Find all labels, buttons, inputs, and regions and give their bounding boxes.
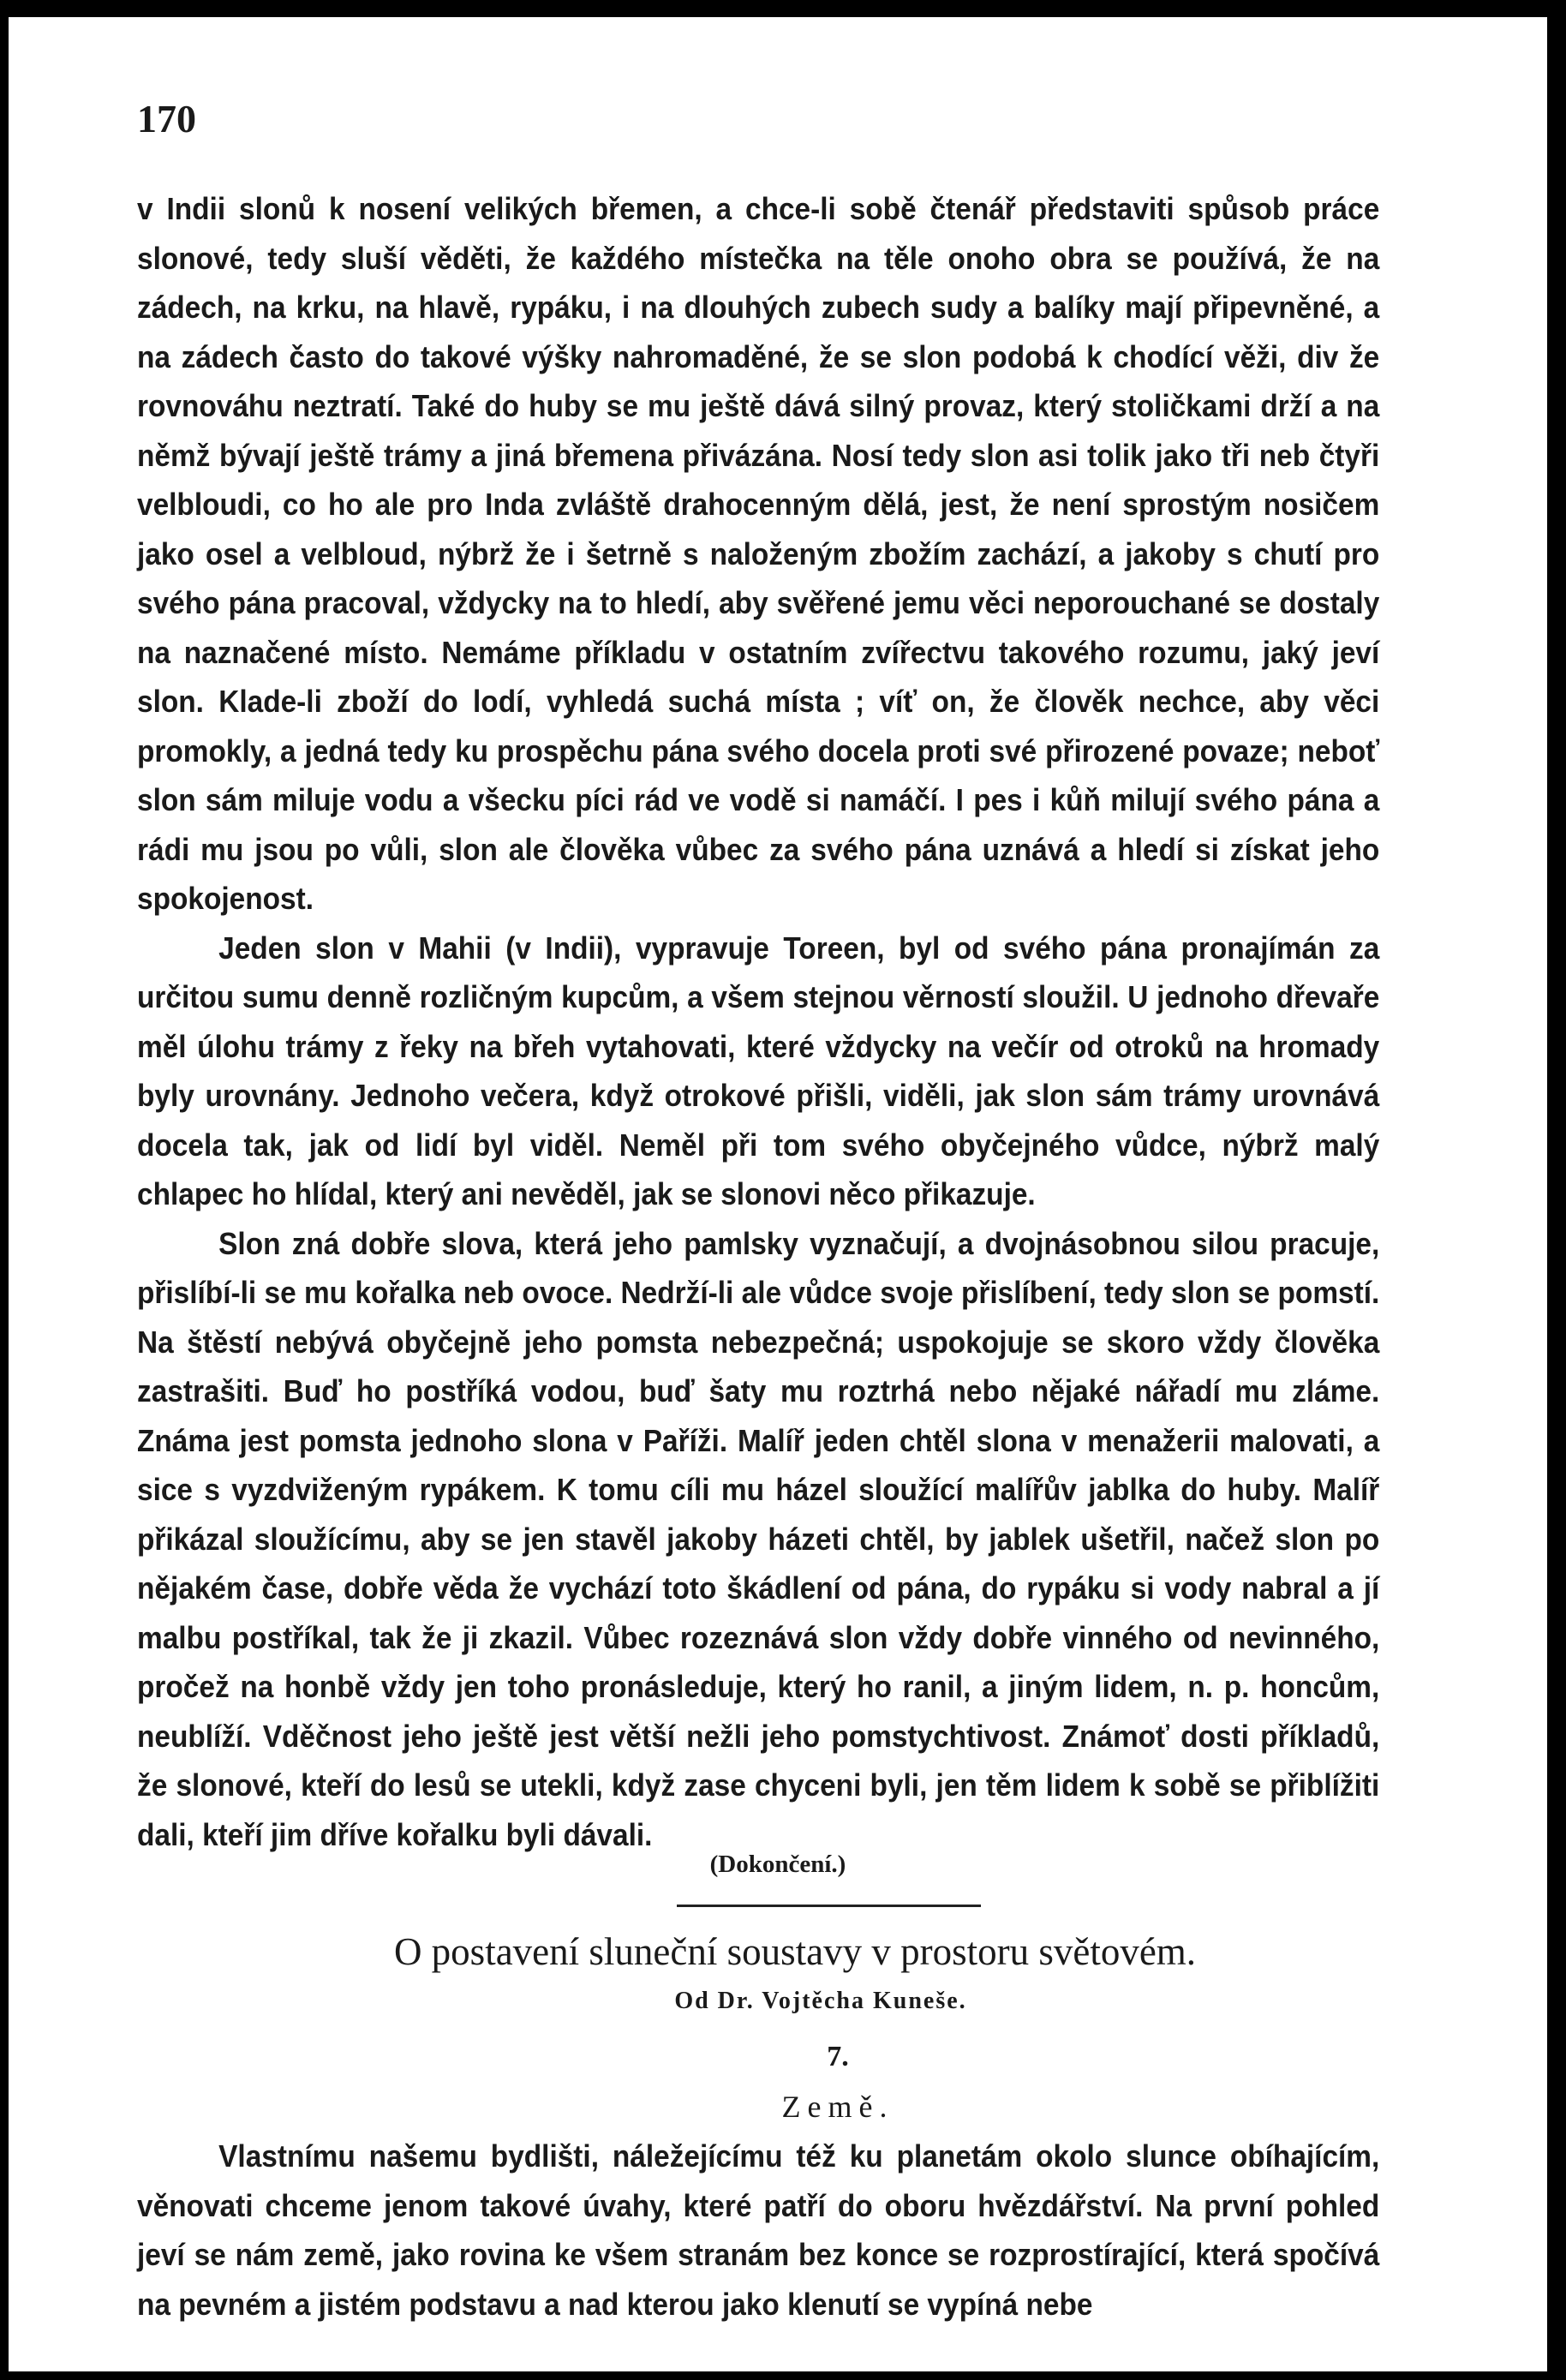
section-number: 7. [827, 2041, 849, 2072]
end-note: (Dokončení.) [709, 1851, 846, 1878]
section-divider [677, 1905, 981, 1907]
article-body-solar-system [137, 2132, 1379, 2329]
paragraph: v Indii slonů k nosení velikých břemen, a chce-li sobě čtenář představiti spůsob práce slonové, tedy sluší věděti, že každého místečka na těle onoho obra se používá, že na zádech, na krku, na hlavě, rypáku, i na dlouhých zubech sudy a balíky mají připevněné, a na zádech často do takové výšky nahromaděné, že se slon podobá k chodící věži, div že rovnováhu neztratí. Také do huby se mu ještě dává silný provaz, který stoličkami drží a na němž bývají ještě trámy a jiná břemena přivázána. Nosí tedy slon asi tolik jako tři neb čtyři velbloudi, co ho ale pro Inda zvláště drahocenným dělá, jest, že není sprostým nosičem jako osel a velbloud, nýbrž že i šetrně s naloženým zbožím zachází, a jakoby s chutí pro svého pána pracoval, vždycky na to hledí, aby svěřené jemu věci neporouchané se dostaly na naznačené místo. Nemáme příkladu v ostatním zvířectvu takového rozumu, jaký jeví slon. Klade-li zboží do lodí, vyhledá suchá místa ; víť on, že člověk nechce, aby věci promokly, a jedná tedy ku prospěchu pána svého docela proti své přirozené povaze; nebоť slon sám miluje vodu a všecku píci rád ve vodě si namáčí. I pes i kůň milují svého pána a rádi mu jsou po vůli, slon ale člověka vůbec za svého pána uznává a hledí si získat jeho spokojenost. [137, 191, 1380, 916]
section-title: Země. [781, 2090, 894, 2124]
document-page [9, 17, 1547, 2371]
paragraph: Jeden slon v Mahii (v Indii), vypravuje Toreen, byl od svého pána pronajímán za určitou sumu denně rozličným kupcům, a všem stejnou věrností sloužil. U jednoho dřevaře měl úlohu trámy z řeky na břeh vytahovati, které vždycky na večír od otroků na hromady byly urovnány. Jednoho večera, když otrokové přišli, viděli, jak slon sám trámy urovnává docela tak, jak od lidí byl viděl. Neměl při tom svého obyčejného vůdce, nýbrž malý chlapec ho hlídal, který ani nevěděl, jak se slonovi něco přikazuje. [137, 930, 1380, 1211]
article-title: O postavení sluneční soustavy v prostoru světovém. [393, 1930, 1197, 1973]
paragraph: Vlastnímu našemu bydlišti, náležejícímu též ku planetám okolo slunce obíhajícím, věnovati chceme jenom takové úvahy, které patří do oboru hvězdářství. Na první pohled jeví se nám země, jako rovina ke všem stranám bez konce se rozprostírající, která spočívá na pevném a jistém podstavu a nad kterou jako klenutí se vypíná nebe [137, 2138, 1380, 2322]
paragraph: Slon zná dobře slova, která jeho pamlsky vyznačují, a dvojnásobnou silou pracuje, přislíbí-li se mu kořalka neb ovoce. Nedrží-li ale vůdce svoje přislíbení, tedy slon se pomstí. Na štěstí nebývá obyčejně jeho pomsta nebezpečná; uspokojuje se skoro vždy člověka zastrašiti. Buď ho postříká vodou, buď šaty mu roztrhá nebo nějaké nářadí mu zláme. Známa jest pomsta jednoho slona v Paříži. Malíř jeden chtěl slona v menažerii malovati, a sice s vyzdviženým rypákem. K tomu cíli mu házel sloužící malířův jablka do huby. Malíř přikázal sloužícímu, aby se jen stavěl jakoby házeti chtěl, by jablek ušetřil, načež slon po nějakém čase, dobře věda že vychází toto škádlení od pána, do rypáku si vody nabral a jí malbu postříkal, tak že ji zkazil. Vůbec rozeznává slon vždy dobře vinného od nevinného, pročež na honbě vždy jen toho pronásleduje, který ho ranil, a jiným lidem, n. p. honcům, neublíží. Vděčnost jeho ještě jest větší nežli jeho pomstychtivost. Známoť dosti příkladů, že slonové, kteří do lesů se utekli, když zase chyceni byli, jen těm lidem k sobě se přiblížiti dali, kteří jim dříve kořalku byli dávali. [137, 1225, 1380, 1852]
page-number: 170 [137, 97, 196, 141]
article-author: Od Dr. Vojtěcha Kuneše. [674, 1988, 967, 2014]
article-body-elephants [137, 184, 1379, 1859]
